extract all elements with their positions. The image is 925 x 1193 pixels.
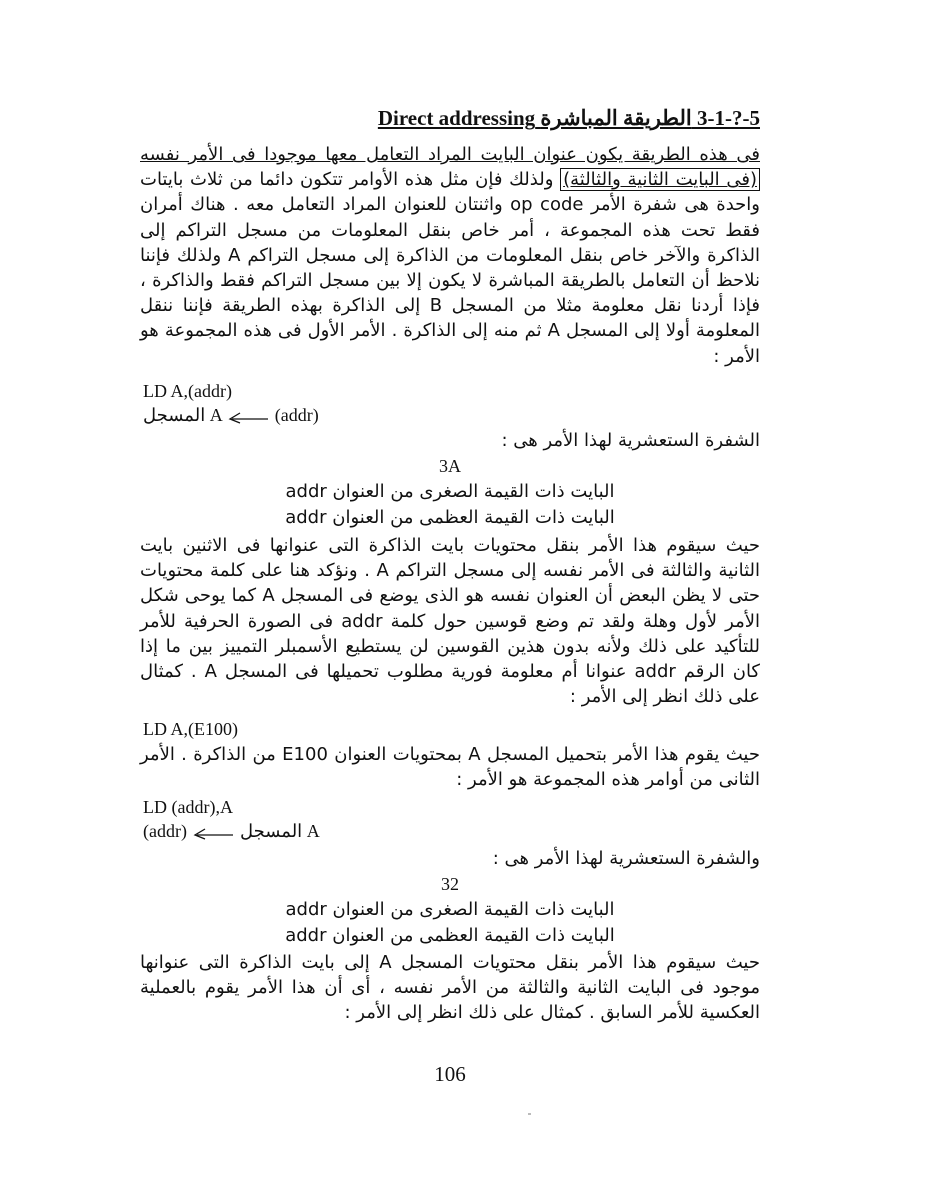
intro-line-1: فى هذه الطريقة يكون عنوان البايت المراد التعامل معها موجودا فى الأمر نفسه (140, 144, 760, 165)
transfer-destination: المسجل A (143, 405, 222, 425)
paragraph-reverse: حيث سيقوم هذا الأمر بنقل محتويات المسجل A إلى بايت الذاكرة التى عنوانها موجود فى البايت الثانية والثالثة من الأمر نفسه ، أى أن هذا الأمر يقوم بالعملية العكسية للأمر السابق . كمثال على ذلك انظر إلى الأمر : (140, 952, 760, 1024)
transfer-source: المسجل A (239, 821, 320, 841)
transfer-destination: (addr) (143, 821, 187, 841)
opcode-intro-2: والشفرة الستعشرية لهذا الأمر هى : (492, 848, 760, 869)
paragraph-intro (140, 142, 760, 369)
opcode-intro-1: الشفرة الستعشرية لهذا الأمر هى : (501, 430, 760, 451)
intro-boxed-phrase: (فى البايت الثانية والثالثة) (560, 168, 760, 191)
paragraph-example-1: حيث يقوم هذا الأمر بتحميل المسجل A بمحتويات العنوان E100 من الذاكرة . الأمر الثانى من أوامر هذه المجموعة هو الأمر : (140, 744, 760, 791)
opcode-1-low-byte: البايت ذات القيمة الصغرى من العنوان addr (285, 481, 615, 502)
intro-line-2: ولذلك فإن مثل هذه الأوامر تتكون دائما من ثلاث (190, 169, 554, 191)
opcode-2-hex: 32 (441, 874, 459, 894)
section-number: 5-?-3-1 (697, 106, 760, 130)
instruction-1-code: LD A,(addr) (143, 381, 232, 401)
example-1-code: LD A,(E100) (143, 719, 238, 739)
intro-body: بايتات واحدة هى شفرة الأمر op code واثنتان للعنوان المراد التعامل معه . هناك أمران فقط تحت هذه المجموعة ، أمر خاص بنقل المعلومات من مسجل التراكم إلى الذاكرة والآخر خاص بنقل المعلومات من الذاكرة إلى مسجل التراكم A ولذلك فإننا نلاحظ أن التعامل بالطريقة المباشرة لا يكون إلا بين مسجل التراكم فقط والذاكرة ، فإذا أردنا نقل معلومة مثلا من المسجل B إلى الذاكرة بهذه الطريقة فإننا ننقل المعلومة أولا إلى المسجل A ثم منه إلى الذاكرة . الأمر الأول فى هذه المجموعة هو الأمر : (140, 169, 761, 367)
instruction-2-code: LD (addr),A (143, 797, 233, 817)
scan-speck (528, 1113, 531, 1115)
section-title-english: Direct addressing (377, 106, 536, 130)
instruction-1-transfer (143, 404, 319, 426)
arrow-left-icon (226, 410, 270, 424)
instruction-2-transfer (143, 820, 320, 842)
section-heading (300, 106, 760, 131)
opcode-1-high-byte: البايت ذات القيمة العظمى من العنوان addr (285, 507, 615, 528)
opcode-2-high-byte: البايت ذات القيمة العظمى من العنوان addr (285, 925, 615, 946)
opcode-2-low-byte: البايت ذات القيمة الصغرى من العنوان addr (285, 899, 615, 920)
paragraph-explanation: حيث سيقوم هذا الأمر بنقل محتويات بايت الذاكرة التى عنوانها فى الاثنين بايت الثانية والثالثة فى الأمر نفسه إلى مسجل التراكم A . ونؤكد هنا على كلمة محتويات حتى لا يظن البعض أن العنوان نفسه هو الذى يوضع فى المسجل A كما يوحى شكل الأمر لأول وهلة ولقد تم وضع قوسين حول كلمة addr فى الصورة الحرفية للأمر للتأكيد على ذلك ولأنه بدون هذين القوسين لن يستطيع الأسمبلر التمييز بين ما إذا كان الرقم addr عنوانا أم معلومة فورية مطلوب تحميلها فى المسجل A . كمثال على ذلك انظر إلى الأمر : (140, 535, 761, 708)
arrow-left-icon (191, 826, 235, 840)
transfer-source: (addr) (274, 405, 319, 425)
page-number: 106 (434, 1062, 466, 1086)
opcode-1-hex: 3A (439, 456, 461, 476)
section-title-arabic: الطريقة المباشرة (540, 106, 692, 130)
